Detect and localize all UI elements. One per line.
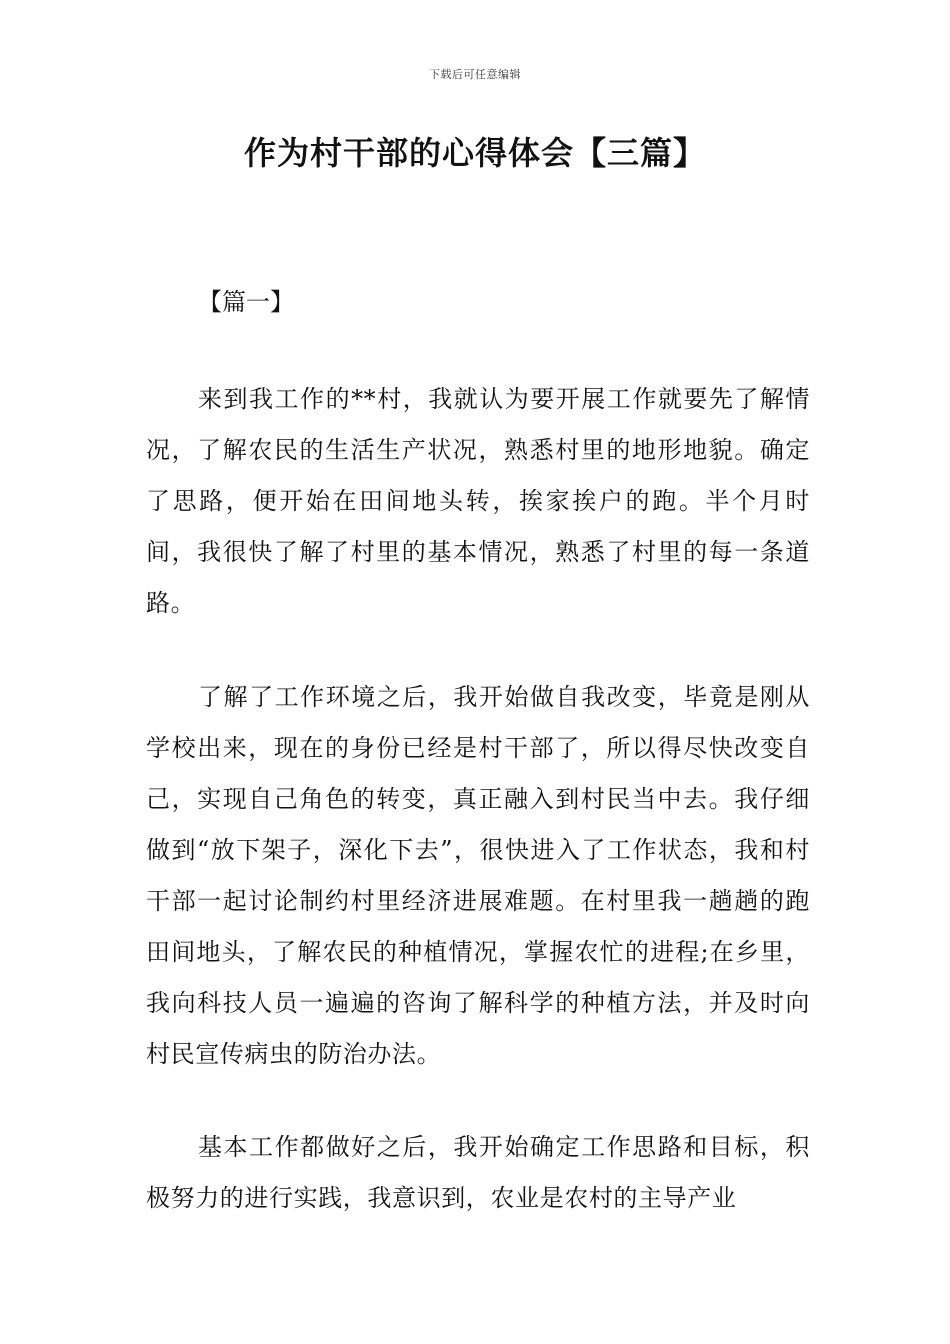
body-paragraph-3: 基本工作都做好之后，我开始确定工作思路和目标，积极努力的进行实践，我意识到，农业是农村的主导产业 <box>146 1133 810 1212</box>
document-title: 作为村干部的心得体会【三篇】 <box>243 134 706 172</box>
body-paragraph-1: 来到我工作的**村，我就认为要开展工作就要先了解情况，了解农民的生活生产状况，熟悉村里的地形地貌。确定了思路，便开始在田间地头转，挨家挨户的跑。半个月时间，我很快了解了村里的基本情况，熟悉了村里的每一条道路。 <box>146 385 810 617</box>
section-heading: 【篇一】 <box>198 288 294 316</box>
body-paragraph-2: 了解了工作环境之后，我开始做自我改变，毕竟是刚从学校出来，现在的身份已经是村干部了，所以得尽快改变自己，实现自己角色的转变，真正融入到村民当中去。我仔细做到“放下架子，深化下去”，很快进入了工作状态，我和村干部一起讨论制约村里经济进展难题。在村里我一趟趟的跑田间地头，了解农民的种植情况，掌握农忙的进程;在乡里，我向科技人员一遍遍的咨询了解科学的种植方法，并及时向村民宣传病虫的防治办法。 <box>146 683 810 1068</box>
header-note: 下载后可任意编辑 <box>429 68 521 81</box>
